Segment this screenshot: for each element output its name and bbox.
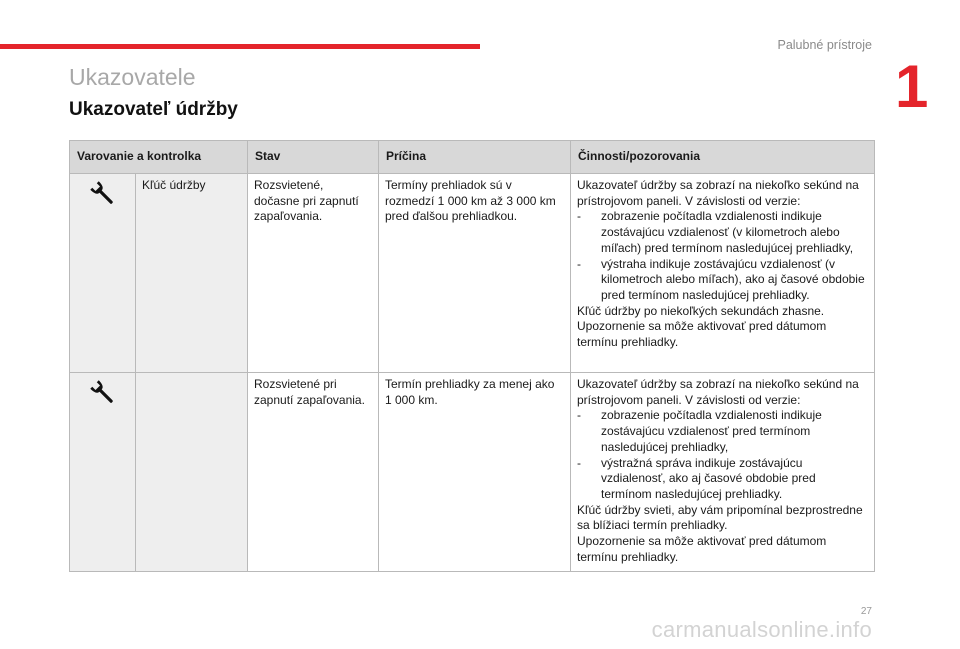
table-row (70, 373, 875, 572)
table-header-row (70, 141, 875, 174)
actions-outro: Kľúč údržby po niekoľkých sekundách zhasne. Upozornenie sa môže aktivovať pred dátumom termínu prehliadky. (577, 303, 827, 350)
actions-list (577, 209, 868, 303)
header-actions: Činnosti/pozorovania (571, 141, 875, 174)
header-cause: Príčina (379, 141, 571, 174)
actions-cell (571, 174, 875, 373)
header-warning: Varovanie a kontrolka (70, 141, 248, 174)
subsection-title: Ukazovateľ údržby (69, 99, 238, 120)
wrench-icon (87, 377, 119, 409)
actions-cell (571, 373, 875, 572)
actions-intro: Ukazovateľ údržby sa zobrazí na niekoľko sekúnd na prístrojovom paneli. V závislosti od verzie: (577, 377, 859, 407)
section-title: Ukazovatele (69, 64, 196, 90)
actions-list (577, 408, 868, 502)
table-row (70, 174, 875, 373)
header-accent-bar (0, 44, 480, 49)
icon-cell (70, 174, 136, 373)
cause-cell: Termín prehliadky za menej ako 1 000 km. (379, 373, 571, 572)
actions-outro: Kľúč údržby svieti, aby vám pripomínal bezprostredne sa blížiaci termín prehliadky. Upozornenie sa môže aktivovať pred dátumom termínu prehliadky. (577, 502, 863, 564)
list-item: - zobrazenie počítadla vzdialenosti indikuje zostávajúcu vzdialenosť (v kilometroch alebo míľach) pred termínom nasledujúcej prehliadky, (577, 209, 868, 256)
cause-cell: Termíny prehliadok sú v rozmedzí 1 000 km až 3 000 km pred ďalšou prehliadkou. (379, 174, 571, 373)
header-state: Stav (248, 141, 379, 174)
actions-intro: Ukazovateľ údržby sa zobrazí na niekoľko sekúnd na prístrojovom paneli. V závislosti od verzie: (577, 178, 859, 208)
indicator-label (136, 373, 248, 572)
icon-cell (70, 373, 136, 572)
page-number: 27 (860, 606, 872, 617)
watermark: carmanualsonline.info (651, 617, 872, 642)
wrench-icon (87, 178, 119, 210)
chapter-title: Palubné prístroje (777, 38, 872, 52)
state-cell: Rozsvietené, dočasne pri zapnutí zapaľovania. (248, 174, 379, 373)
state-cell: Rozsvietené pri zapnutí zapaľovania. (248, 373, 379, 572)
list-item: - zobrazenie počítadla vzdialenosti indikuje zostávajúcu vzdialenosť pred termínom nasledujúcej prehliadky, (577, 408, 868, 455)
list-item: - výstraha indikuje zostávajúcu vzdialenosť (v kilometroch alebo míľach), ako aj časové obdobie pred termínom nasledujúcej prehliadky. (577, 257, 868, 304)
chapter-number: 1 (895, 53, 929, 120)
list-item: - výstražná správa indikuje zostávajúcu vzdialenosť, ako aj časové obdobie pred termínom nasledujúcej prehliadky. (577, 456, 868, 503)
indicator-label: Kľúč údržby (136, 174, 248, 373)
maintenance-indicator-table (69, 140, 875, 572)
